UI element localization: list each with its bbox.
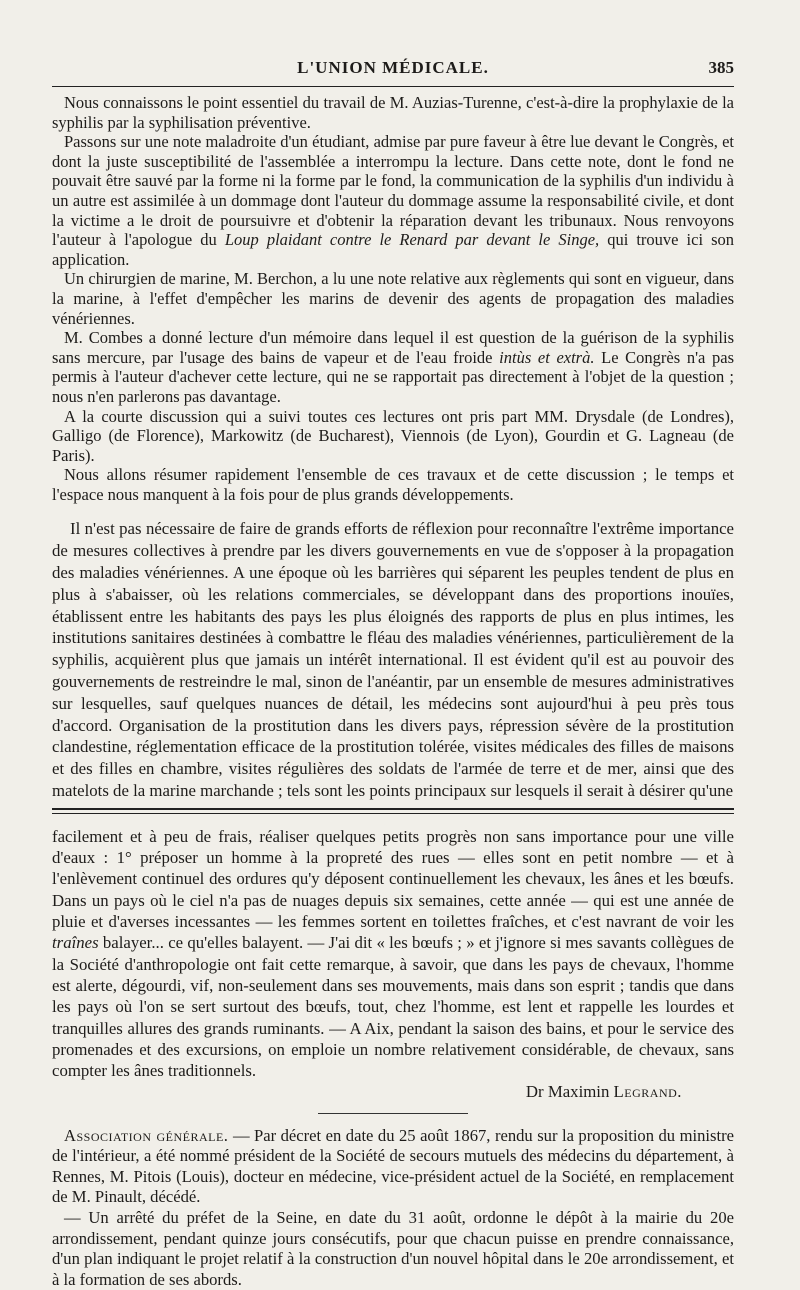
- paragraph: [52, 328, 734, 406]
- text: facilement et à peu de frais, réaliser quelques petits progrès non sans importance pour une ville d'eaux : 1° préposer un homme à la propreté des rues — elles sont en petit nombre — et à l'enlèvement continuel des ordures qu'y déposent continuellement les chevaux, les ânes et les bœufs. Dans un pays où le ciel n'a pas de nuages depuis six semaines, cette année — qui est une année de pluie et d'averses incessantes — les femmes sortent en toilettes fraîches, et c'est navrant de voir les: [52, 826, 734, 932]
- paragraph: Il n'est pas nécessaire de faire de grands efforts de réflexion pour reconnaître l'extrême importance de mesures collectives à prendre par les divers gouvernements en vue de s'opposer à la propagation des maladies vénériennes. A une époque où les barrières qui séparent les peuples tendent de plus en plus à s'abaisser, où les relations commerciales, se développant dans des proportions inouïes, établissent entre les habitants des pays les plus éloignés des rapports de plus en plus intimes, les institutions sanitaires destinées à combattre le fléau des maladies vénériennes, particulièrement de la syphilis, acquièrent plus que jamais un intérêt international. Il est évident qu'il est au pouvoir des gouvernements de restreindre le mal, sinon de l'anéantir, par un ensemble de mesures administratives sur lesquelles, sauf quelques nuances de détail, les médecins sont aujourd'hui à peu près tous d'accord. Organisation de la prostitution dans les divers pays, répression sévère de la prostitution clandestine, réglementation efficace de la prostitution tolérée, visites médicales des filles de maisons et des filles en chambre, visites régulières des soldats de l'armée de terre et de mer, ainsi que des matelots de la marine marchande ; tels sont les points principaux sur lesquels il serait à désirer qu'une: [52, 519, 734, 801]
- paragraph: A la courte discussion qui a suivi toutes ces lectures ont pris part MM. Drysdale (de Londres), Galligo (de Florence), Markowitz (de Bucharest), Viennois (de Lyon), Gourdin et G. Lagneau (de Paris).: [52, 406, 734, 465]
- paragraph: Nous connaissons le point essentiel du travail de M. Auzias-Turenne, c'est-à-dire la prophylaxie de la syphilis par la syphilisation préventive.: [52, 93, 734, 132]
- lead-in: Association générale.: [64, 1125, 229, 1145]
- section-short-rule: [318, 1113, 468, 1114]
- feuilleton-section: [52, 826, 734, 1103]
- italic-text: intùs et extrà.: [499, 347, 595, 367]
- paragraph: [52, 132, 734, 269]
- paragraph: [52, 826, 734, 1082]
- text: Passons sur une note maladroite d'un étudiant, admise par pure faveur à être lue devant le Congrès, et dont la juste susceptibilité de l'assemblée a interrompu la lecture. Dans cette note, dont le fond ne pouvait être sauvé par la forme ni la forme par le fond, la communication de la syphilis d'un individu à un autre est assimilée à un dommage dont l'auteur du dommage assume la responsabilité civile, et dont la victime a le droit de poursuivre et d'obtenir la réparation devant les tribunaux. Nous renvoyons l'auteur à l'apologue du: [52, 132, 734, 250]
- paragraph: — Un arrêté du préfet de la Seine, en date du 31 août, ordonne le dépôt à la mairie du 20e arrondissement, pendant quinze jours consécutifs, pour que chacun puisse en prendre connaissance, d'un plan indiquant le projet relatif à la construction d'un nouvel hôpital dans le 20e arrondissement, et à la formation de ses abords.: [52, 1208, 734, 1289]
- paragraph: Un chirurgien de marine, M. Berchon, a lu une note relative aux règlements qui sont en vigueur, dans la marine, à l'effet d'empêcher les marins de devenir des agents de propagation des maladies vénériennes.: [52, 269, 734, 328]
- journal-title: L'UNION MÉDICALE.: [297, 58, 489, 77]
- sig-last-name: Legrand.: [613, 1082, 682, 1102]
- sig-prefix: Dr: [525, 1082, 544, 1102]
- italic-text: Loup plaidant contre le Renard par devant le Singe,: [224, 230, 600, 250]
- text: Le Congrès n'a pas permis à l'auteur d'achever cette lecture, qui ne se rapportait pas directement à l'objet de la question ; nous n'en parlerons pas davantage.: [52, 347, 735, 406]
- news-section: [52, 1126, 734, 1290]
- header-rule: [52, 86, 734, 87]
- sig-first-name: Maximin: [547, 1082, 610, 1102]
- text: — Par décret en date du 25 août 1867, rendu sur la proposition du ministre de l'intérieur, a été nommé président de la Société de secours mutuels des médecins du département, à Rennes, M. Pitois (Louis), docteur en médecine, vice-président actuel de la Société, en remplacement de M. Pinault, décédé.: [52, 1125, 734, 1207]
- signature-line: [52, 1081, 734, 1102]
- text: M. Combes a donné lecture d'un mémoire dans lequel il est question de la guérison de la syphilis sans mercure, par l'usage des bains de vapeur et de l'eau froide: [52, 328, 734, 367]
- feuilleton-divider: [52, 808, 734, 814]
- conclusion-section: [52, 518, 734, 801]
- paragraph: [52, 1126, 734, 1208]
- paragraph: Nous allons résumer rapidement l'ensemble de ces travaux et de cette discussion ; le temps et l'espace nous manquent à la fois pour de plus grands développements.: [52, 465, 734, 504]
- italic-text: traînes: [52, 933, 99, 953]
- author-signature: [526, 1081, 734, 1102]
- text: qui trouve ici son application.: [52, 230, 734, 269]
- congress-report-section: [52, 93, 734, 504]
- page-number: 385: [708, 58, 734, 77]
- running-header: [52, 58, 734, 86]
- text: balayer... ce qu'elles balayent. — J'ai dit « les bœufs ; » et j'ignore si mes savants collègues de la Société d'anthropologie ont fait cette remarque, à savoir, que dans les pays de chevaux, l'homme est alerte, dégourdi, vif, non-seulement dans ses mouvements, mais dans son esprit ; tandis que dans les pays où l'on se sert surtout des bœufs, tout, chez l'homme, est lent et rappelle les lourdes et tranquilles allures des grands ruminants. — A Aix, pendant la saison des bains, et pour le service des promenades et des excursions, on emploie un nombre relativement considérable, de chevaux, sans compter les ânes traditionnels.: [52, 933, 734, 1081]
